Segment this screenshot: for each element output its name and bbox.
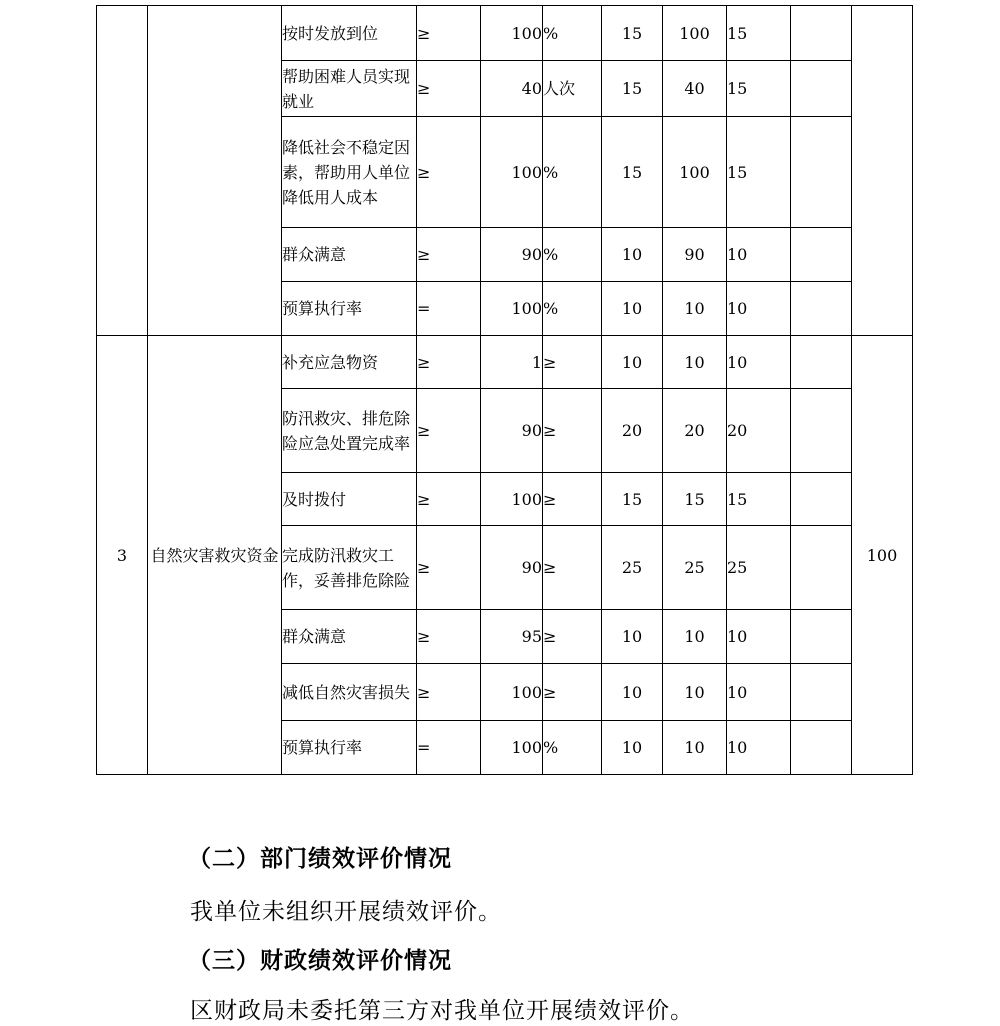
project-name-cell: 自然灾害救灾资金 [148, 336, 282, 775]
indicator-cell: 预算执行率 [282, 721, 417, 775]
target-value-cell: 90 [481, 228, 543, 282]
operator-cell: = [417, 721, 481, 775]
score-cell: 10 [727, 282, 791, 336]
weight-cell: 10 [602, 228, 663, 282]
note-cell [791, 664, 852, 721]
operator-cell: ≥ [417, 664, 481, 721]
unit-cell: 人次 [543, 61, 602, 117]
target-value-cell: 40 [481, 61, 543, 117]
actual-value-cell: 10 [663, 664, 727, 721]
target-value-cell: 95 [481, 610, 543, 664]
weight-cell: 15 [602, 6, 663, 61]
operator-cell: ≥ [417, 228, 481, 282]
actual-value-cell: 100 [663, 117, 727, 228]
actual-value-cell: 10 [663, 282, 727, 336]
target-value-cell: 100 [481, 721, 543, 775]
indicator-cell: 完成防汛救灾工作，妥善排危除险 [282, 526, 417, 610]
operator-cell: ≥ [417, 61, 481, 117]
actual-value-cell: 10 [663, 721, 727, 775]
indicator-cell: 帮助困难人员实现就业 [282, 61, 417, 117]
note-cell [791, 526, 852, 610]
score-cell: 25 [727, 526, 791, 610]
score-cell: 15 [727, 473, 791, 526]
indicator-cell: 减低自然灾害损失 [282, 664, 417, 721]
target-value-cell: 100 [481, 117, 543, 228]
unit-cell: % [543, 6, 602, 61]
actual-value-cell: 15 [663, 473, 727, 526]
score-cell: 10 [727, 610, 791, 664]
total-score-cell [852, 6, 913, 336]
operator-cell: ≥ [417, 336, 481, 389]
indicator-cell: 及时拨付 [282, 473, 417, 526]
section-heading-department-evaluation: （二）部门绩效评价情况 [188, 845, 452, 872]
indicator-cell: 群众满意 [282, 228, 417, 282]
target-value-cell: 1 [481, 336, 543, 389]
weight-cell: 10 [602, 721, 663, 775]
score-cell: 10 [727, 336, 791, 389]
note-cell [791, 6, 852, 61]
actual-value-cell: 10 [663, 610, 727, 664]
unit-cell: ≥ [543, 526, 602, 610]
performance-table [96, 5, 913, 775]
note-cell [791, 117, 852, 228]
unit-cell: ≥ [543, 610, 602, 664]
weight-cell: 10 [602, 610, 663, 664]
finance-evaluation-text: 区财政局未委托第三方对我单位开展绩效评价。 [190, 998, 694, 1024]
note-cell [791, 610, 852, 664]
score-cell: 10 [727, 228, 791, 282]
department-evaluation-text: 我单位未组织开展绩效评价。 [190, 899, 502, 925]
operator-cell: = [417, 282, 481, 336]
section-heading-finance-evaluation: （三）财政绩效评价情况 [188, 947, 452, 974]
weight-cell: 15 [602, 117, 663, 228]
operator-cell: ≥ [417, 526, 481, 610]
actual-value-cell: 100 [663, 6, 727, 61]
score-cell: 15 [727, 61, 791, 117]
note-cell [791, 228, 852, 282]
actual-value-cell: 20 [663, 389, 727, 473]
unit-cell: ≥ [543, 664, 602, 721]
unit-cell: ≥ [543, 336, 602, 389]
actual-value-cell: 10 [663, 336, 727, 389]
note-cell [791, 389, 852, 473]
weight-cell: 10 [602, 282, 663, 336]
actual-value-cell: 40 [663, 61, 727, 117]
note-cell [791, 721, 852, 775]
weight-cell: 15 [602, 61, 663, 117]
unit-cell: % [543, 228, 602, 282]
weight-cell: 10 [602, 336, 663, 389]
unit-cell: % [543, 721, 602, 775]
operator-cell: ≥ [417, 389, 481, 473]
actual-value-cell: 25 [663, 526, 727, 610]
note-cell [791, 282, 852, 336]
operator-cell: ≥ [417, 473, 481, 526]
total-score-cell: 100 [852, 336, 913, 775]
note-cell [791, 473, 852, 526]
indicator-cell: 按时发放到位 [282, 6, 417, 61]
score-cell: 10 [727, 664, 791, 721]
weight-cell: 25 [602, 526, 663, 610]
indicator-cell: 降低社会不稳定因素，帮助用人单位降低用人成本 [282, 117, 417, 228]
target-value-cell: 100 [481, 664, 543, 721]
unit-cell: ≥ [543, 473, 602, 526]
target-value-cell: 100 [481, 473, 543, 526]
unit-cell: % [543, 117, 602, 228]
unit-cell: ≥ [543, 389, 602, 473]
target-value-cell: 100 [481, 6, 543, 61]
score-cell: 15 [727, 6, 791, 61]
operator-cell: ≥ [417, 6, 481, 61]
table-row [97, 336, 913, 389]
target-value-cell: 90 [481, 526, 543, 610]
weight-cell: 15 [602, 473, 663, 526]
indicator-cell: 群众满意 [282, 610, 417, 664]
weight-cell: 20 [602, 389, 663, 473]
indicator-cell: 防汛救灾、排危除险应急处置完成率 [282, 389, 417, 473]
indicator-cell: 补充应急物资 [282, 336, 417, 389]
score-cell: 20 [727, 389, 791, 473]
score-cell: 10 [727, 721, 791, 775]
unit-cell: % [543, 282, 602, 336]
row-index-cell [97, 6, 148, 336]
actual-value-cell: 90 [663, 228, 727, 282]
operator-cell: ≥ [417, 117, 481, 228]
target-value-cell: 100 [481, 282, 543, 336]
weight-cell: 10 [602, 664, 663, 721]
indicator-cell: 预算执行率 [282, 282, 417, 336]
score-cell: 15 [727, 117, 791, 228]
project-name-cell [148, 6, 282, 336]
operator-cell: ≥ [417, 610, 481, 664]
table-row [97, 6, 913, 61]
note-cell [791, 336, 852, 389]
note-cell [791, 61, 852, 117]
row-index-cell: 3 [97, 336, 148, 775]
target-value-cell: 90 [481, 389, 543, 473]
